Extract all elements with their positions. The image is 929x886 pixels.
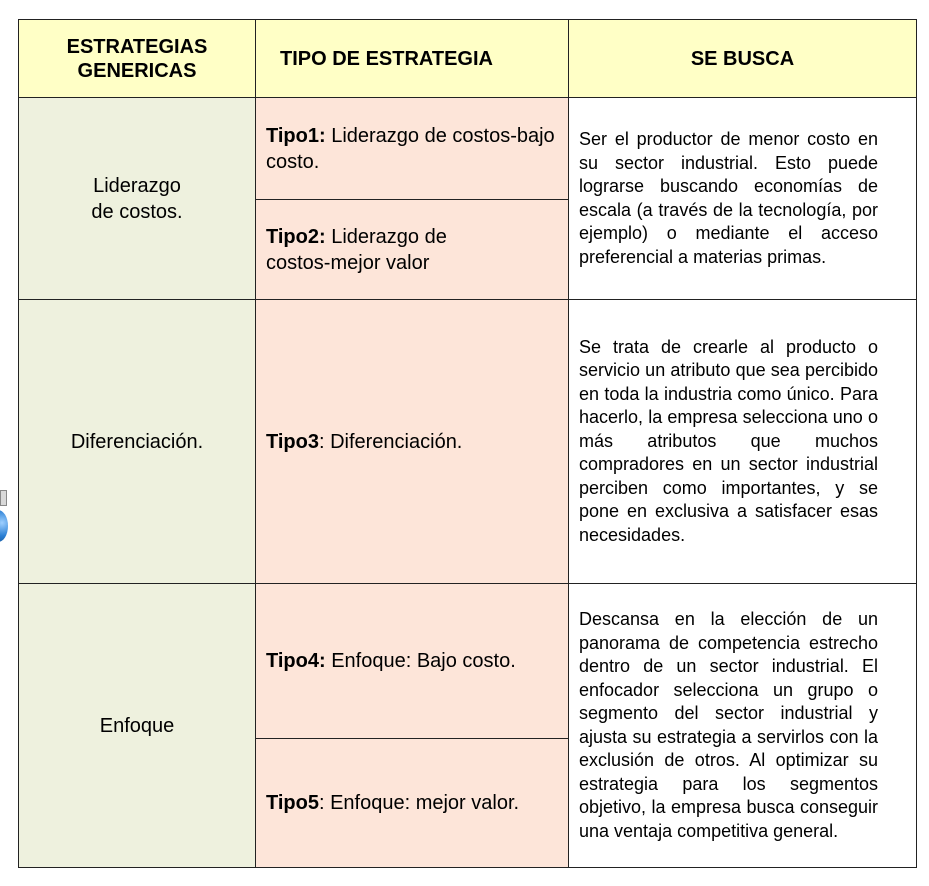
strategy-type-cell [256,739,569,868]
generic-strategy-cell: Diferenciación. [19,300,256,584]
table-row [19,584,917,739]
type-label: Tipo5 [266,792,319,814]
strategy-type-cell [256,200,569,300]
table-row [19,300,917,584]
globe-icon[interactable] [0,510,8,542]
type-text: Liderazgo de costos-mejor valor [266,225,447,274]
type-text: : Diferenciación. [318,430,463,453]
goal-cell: Se trata de crearle al producto o servicio un atributo que sea percibido en toda la industria como único. Para hacerlo, la empresa selecciona uno o más atributos que muchos compradores en un sector industrial perciben como importantes, y se pone en exclusiva a satisfacer esas necesidades. [569,300,917,584]
type-label: Tipo4: [266,650,326,672]
strategy-type-cell [256,98,569,200]
generic-strategy-cell: Liderazgo de costos. [19,98,256,300]
header-estrategias-genericas: ESTRATEGIAS GENERICAS [19,20,256,98]
strategies-table [18,19,917,868]
type-label: Tipo2: [266,225,326,248]
type-text: Liderazgo de costos-bajo costo. [266,124,555,173]
type-text: : Enfoque: mejor valor. [318,792,520,814]
generic-strategy-cell: Enfoque [19,584,256,868]
table-row [19,98,917,200]
header-tipo-de-estrategia: TIPO DE ESTRATEGIA [256,20,569,98]
type-text: Enfoque: Bajo costo. [325,650,516,672]
goal-cell: Descansa en la elección de un panorama de competencia estrecho dentro de un sector industrial. El enfocador selecciona un grupo o segmento del sector industrial y ajusta su estrategia a servirlos con la exclusión de otros. Al optimizar su estrategia para los segmentos objetivo, la empresa busca conseguir una ventaja competitiva general. [569,584,917,868]
type-label: Tipo1: [266,124,326,147]
toolbar-square-icon[interactable] [0,490,7,506]
type-label: Tipo3 [266,430,319,453]
header-se-busca: SE BUSCA [569,20,917,98]
header-row [19,20,917,98]
side-toolbar[interactable] [0,490,8,554]
strategy-type-cell [256,584,569,739]
goal-cell: Ser el productor de menor costo en su sector industrial. Esto puede lograrse buscando economías de escala (a través de la tecnología, por ejemplo) o mediante el acceso preferencial a materias primas. [569,98,917,300]
strategy-type-cell [256,300,569,584]
